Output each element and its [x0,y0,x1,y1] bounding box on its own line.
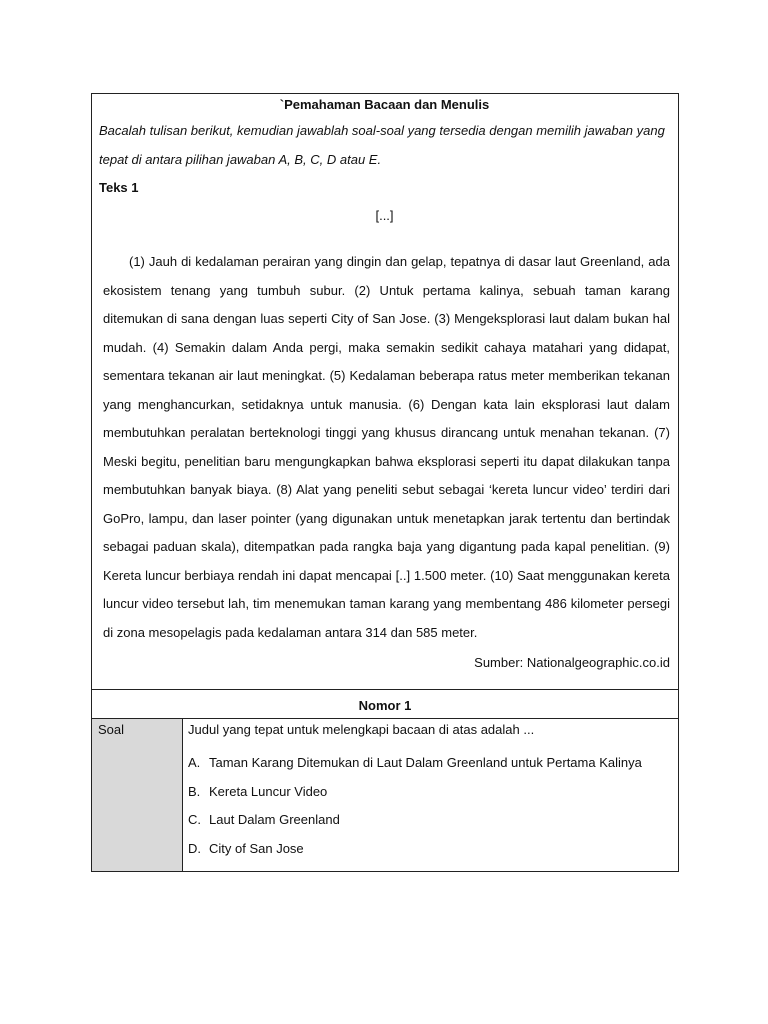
option-letter: C. [188,812,201,827]
answer-option-d[interactable] [188,835,673,864]
option-letter: D. [188,840,201,856]
option-text: Laut Dalam Greenland [209,812,340,827]
soal-label-cell: Soal [92,719,183,871]
source-citation: Sumber: Nationalgeographic.co.id [474,655,670,670]
question-row [92,718,678,871]
answer-option-a[interactable] [188,749,673,778]
option-text: Kereta Luncur Video [209,783,328,799]
question-content [183,719,678,871]
passage-body: (1) Jauh di kedalaman perairan yang dingin dan gelap, tepatnya di dasar laut Greenland, ada ekosistem tenang yang tumbuh subur. (2) Untuk pertama kalinya, sebuah taman karang ditemukan di sana dengan luas seperti City of San Jose. (3) Mengeksplorasi laut dalam bukan hal mudah. (4) Semakin dalam Anda pergi, maka semakin sedikit cahaya matahari yang didapat, sementara tekanan air laut meningkat. (5) Kedalaman beberapa ratus meter memberikan tekanan yang menghancurkan, setidaknya untuk manusia. (6) Dengan kata lain eksplorasi laut dalam membutuhkan peralatan berteknologi tinggi yang khusus dirancang untuk menahan tekanan. (7) Meski begitu, penelitian baru mengungkapkan bahwa eksplorasi seperti itu dapat dilakukan tanpa membutuhkan banyak biaya. (8) Alat yang peneliti sebut sebagai ‘kereta luncur video’ terdiri dari GoPro, lampu, dan laser pointer (yang digunakan untuk menetapkan jarak tertentu dan bertindak sebagai paduan skala), ditempatkan pada rangka baja yang digantung pada kapal penelitian. (9) Kereta luncur berbiaya rendah ini dapat mencapai [..] 1.500 meter. (10) Saat menggunakan kereta luncur video tersebut lah, tim menemukan taman karang yang membentang 486 kilometer persegi di zona mesopelagis pada kedalaman antara 314 dan 585 meter. [103,254,670,640]
option-text: City of San Jose [209,840,304,856]
question-prompt: Judul yang tepat untuk melengkapi bacaan di atas adalah ... [188,722,535,737]
answer-option-c[interactable] [188,806,673,835]
option-letter: A. [188,755,201,770]
question-number: Nomor 1 [92,689,678,718]
instruction-text: Bacalah tulisan berikut, kemudian jawablah soal-soal yang tersedia dengan memilih jawaban yang tepat di antara pilihan jawaban A, B, C, D atau E. [99,123,665,167]
option-text: Taman Karang Ditemukan di Laut Dalam Greenland untuk Pertama Kalinya [209,755,642,770]
missing-title-placeholder: [...] [375,208,394,223]
answer-option-b[interactable] [188,778,673,807]
reading-passage-section [92,94,678,689]
section-title: `Pemahaman Bacaan dan Menulis [279,97,490,112]
exam-sheet [91,93,679,872]
option-letter: B. [188,783,201,799]
text-label: Teks 1 [99,180,139,195]
answer-options [188,749,673,863]
